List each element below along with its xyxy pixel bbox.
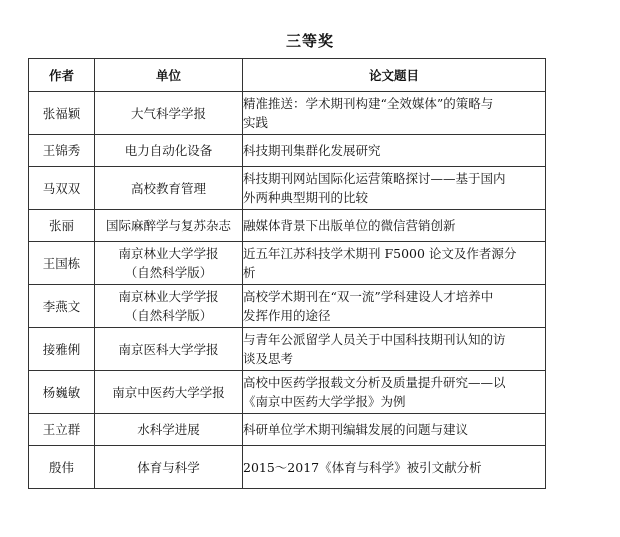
paper-title-line: 高校学术期刊在“双一流”学科建设人才培养中 <box>243 289 494 304</box>
unit-line: 大气科学学报 <box>130 105 206 121</box>
page-title: 三等奖 <box>285 32 334 50</box>
cell-paper-title <box>243 414 546 446</box>
paper-title-line: 科技期刊集群化发展研究 <box>243 143 381 158</box>
cell-unit <box>95 135 243 167</box>
cell-unit <box>95 371 243 414</box>
unit-line: 高校教育管理 <box>130 180 206 196</box>
cell-author: 张丽 <box>29 210 95 242</box>
table-row <box>29 167 546 210</box>
paper-title-line: 《南京中医药大学学报》为例 <box>243 394 406 409</box>
cell-author: 王立群 <box>29 414 95 446</box>
cell-paper-title <box>243 285 546 328</box>
table-row <box>29 446 546 489</box>
header-unit: 单位 <box>95 59 243 92</box>
cell-paper-title <box>243 371 546 414</box>
unit-line: 体育与科学 <box>137 459 200 475</box>
cell-paper-title <box>243 446 546 489</box>
table-row <box>29 135 546 167</box>
cell-paper-title <box>243 242 546 285</box>
table-row <box>29 285 546 328</box>
cell-unit <box>95 167 243 210</box>
paper-title-line: 与青年公派留学人员关于中国科技期刊认知的访 <box>243 332 506 347</box>
cell-author: 张福颖 <box>29 92 95 135</box>
cell-paper-title <box>243 135 546 167</box>
unit-line: 南京医科大学学报 <box>118 341 219 357</box>
cell-unit <box>95 92 243 135</box>
cell-unit <box>95 446 243 489</box>
cell-author: 杨巍敏 <box>29 371 95 414</box>
unit-line: （自然科学版） <box>124 308 213 323</box>
table-row <box>29 210 546 242</box>
cell-author: 王锦秀 <box>29 135 95 167</box>
table-body <box>29 92 546 489</box>
unit-line: 南京林业大学学报 <box>118 246 219 261</box>
table-header-row <box>29 59 546 92</box>
cell-paper-title <box>243 328 546 371</box>
cell-unit <box>95 210 243 242</box>
cell-unit <box>95 285 243 328</box>
paper-title-line: 发挥作用的途径 <box>243 308 331 323</box>
cell-author: 王国栋 <box>29 242 95 285</box>
table-row <box>29 328 546 371</box>
header-author: 作者 <box>29 59 95 92</box>
table-row <box>29 92 546 135</box>
table-row <box>29 414 546 446</box>
paper-title-line: 精准推送：学术期刊构建“全效媒体”的策略与 <box>243 96 494 111</box>
cell-unit <box>95 328 243 371</box>
table-row <box>29 371 546 414</box>
table-row <box>29 242 546 285</box>
unit-line: 南京中医药大学学报 <box>112 384 225 400</box>
cell-author: 马双双 <box>29 167 95 210</box>
paper-title-line: 外两种典型期刊的比较 <box>243 190 369 205</box>
cell-author: 殷伟 <box>29 446 95 489</box>
cell-paper-title <box>243 167 546 210</box>
paper-title-line: 实践 <box>243 115 269 130</box>
paper-title-line: 高校中医药学报载文分析及质量提升研究——以 <box>243 375 506 390</box>
cell-paper-title <box>243 210 546 242</box>
paper-title-line: 近五年江苏科技学术期刊 F5000 论文及作者源分 <box>243 246 517 261</box>
cell-paper-title <box>243 92 546 135</box>
cell-author: 接雅俐 <box>29 328 95 371</box>
paper-title-line: 谈及思考 <box>243 351 294 366</box>
paper-title-line: 析 <box>243 265 256 280</box>
paper-title-line: 融媒体背景下出版单位的微信营销创新 <box>243 218 456 233</box>
paper-title-line: 2015～2017《体育与科学》被引文献分析 <box>243 459 482 475</box>
paper-title-line: 科技期刊网站国际化运营策略探讨——基于国内 <box>243 171 506 186</box>
paper-title-line: 科研单位学术期刊编辑发展的问题与建议 <box>243 422 469 437</box>
header-paper-title: 论文题目 <box>243 59 546 92</box>
unit-line: （自然科学版） <box>124 265 213 280</box>
unit-line: 电力自动化设备 <box>124 143 213 158</box>
award-table <box>28 58 546 489</box>
cell-unit <box>95 414 243 446</box>
unit-line: 南京林业大学学报 <box>118 289 219 304</box>
unit-line: 水科学进展 <box>137 422 200 437</box>
unit-line: 国际麻醉学与复苏杂志 <box>105 218 231 233</box>
cell-unit <box>95 242 243 285</box>
cell-author: 李燕文 <box>29 285 95 328</box>
